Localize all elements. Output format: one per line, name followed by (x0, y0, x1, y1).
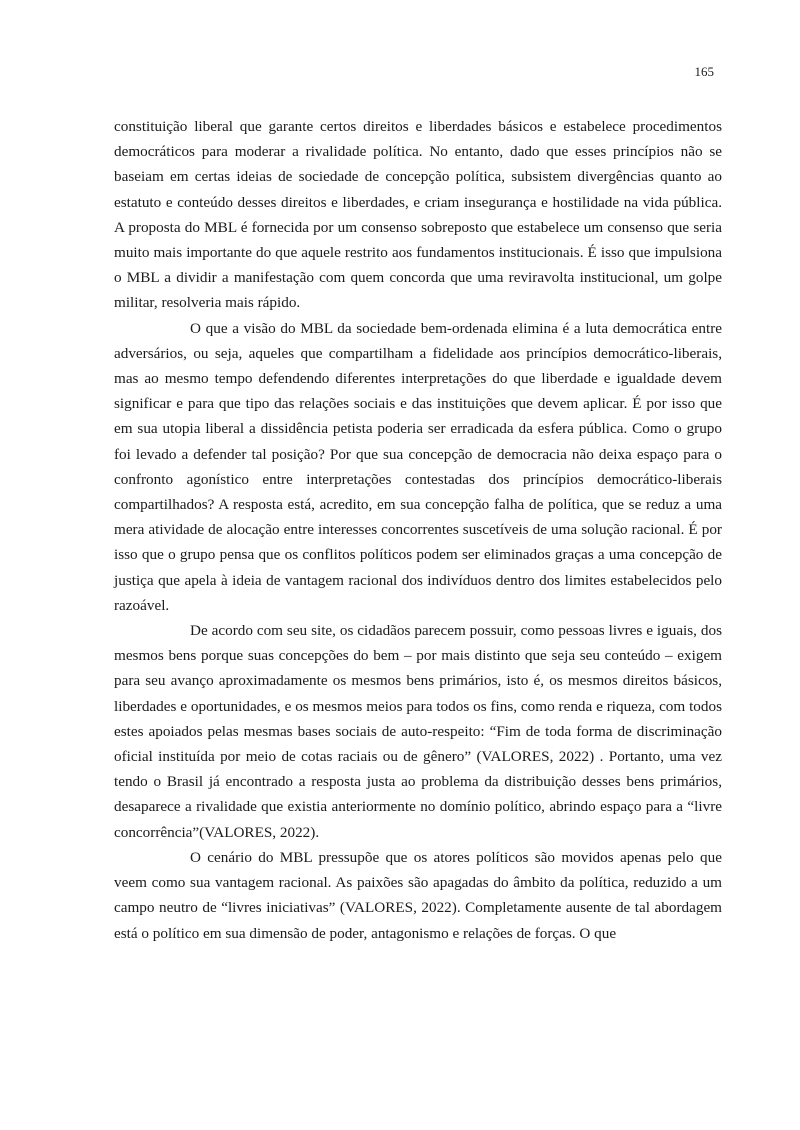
page-number: 165 (694, 64, 714, 79)
paragraph-3: De acordo com seu site, os cidadãos parecem possuir, como pessoas livres e iguais, dos mesmos bens porque suas concepções do bem – por mais distinto que seja seu conteúdo – exigem para seu avanço aproximadamente os mesmos bens primários, isto é, os mesmos direitos básicos, liberdades e oportunidades, e os mesmos meios para todos os fins, como renda e riqueza, com todos estes apoiados pelas mesmas bases sociais de auto-respeito: “Fim de toda forma de discriminação oficial instituída por meio de cotas raciais ou de gênero” (VALORES, 2022) . Portanto, uma vez tendo o Brasil já encontrado a resposta justa ao problema da distribuição desses bens primários, desaparece a rivalidade que existia anteriormente no domínio político, abrindo espaço para a “livre concorrência”(VALORES, 2022). (114, 622, 722, 841)
paragraph-1: constituição liberal que garante certos direitos e liberdades básicos e estabelece procedimentos democráticos para moderar a rivalidade política. No entanto, dado que esses princípios não se baseiam em certas ideias de sociedade de concepção política, subsistem divergências quanto ao estatuto e conteúdo desses direitos e liberdades, e criam insegurança e hostilidade na vida pública. A proposta do MBL é fornecida por um consenso sobreposto que estabelece um consenso que seria muito mais importante do que aquele restrito aos fundamentos institucionais. É isso que impulsiona o MBL a dividir a manifestação com quem concorda que uma reviravolta institucional, um golpe militar, resolveria mais rápido. (114, 118, 722, 312)
body-text (114, 114, 722, 946)
paragraph-4: O cenário do MBL pressupõe que os atores políticos são movidos apenas pelo que veem como sua vantagem racional. As paixões são apagadas do âmbito da política, reduzido a um campo neutro de “livres iniciativas” (VALORES, 2022). Completamente ausente de tal abordagem está o político em sua dimensão de poder, antagonismo e relações de forças. O que (114, 848, 722, 942)
paragraph-2: O que a visão do MBL da sociedade bem-ordenada elimina é a luta democrática entre adversários, ou seja, aqueles que compartilham a fidelidade aos princípios democrático-liberais, mas ao mesmo tempo defendendo diferentes interpretações do que liberdade e igualdade devem significar e para que tipo das relações sociais e das instituições que devem aplicar. É por isso que em sua utopia liberal a dissidência petista poderia ser erradicada da esfera pública. Como o grupo foi levado a defender tal posição? Por que sua concepção de democracia não deixa espaço para o confronto agonístico entre interpretações contestadas dos princípios democrático-liberais compartilhados? A resposta está, acredito, em sua concepção falha de política, que se reduz a uma mera atividade de alocação entre interesses concorrentes suscetíveis de uma solução racional. É por isso que o grupo pensa que os conflitos políticos podem ser eliminados graças a uma concepção de justiça que apela à ideia de vantagem racional dos indivíduos dentro dos limites estabelecidos pelo razoável. (114, 319, 722, 614)
